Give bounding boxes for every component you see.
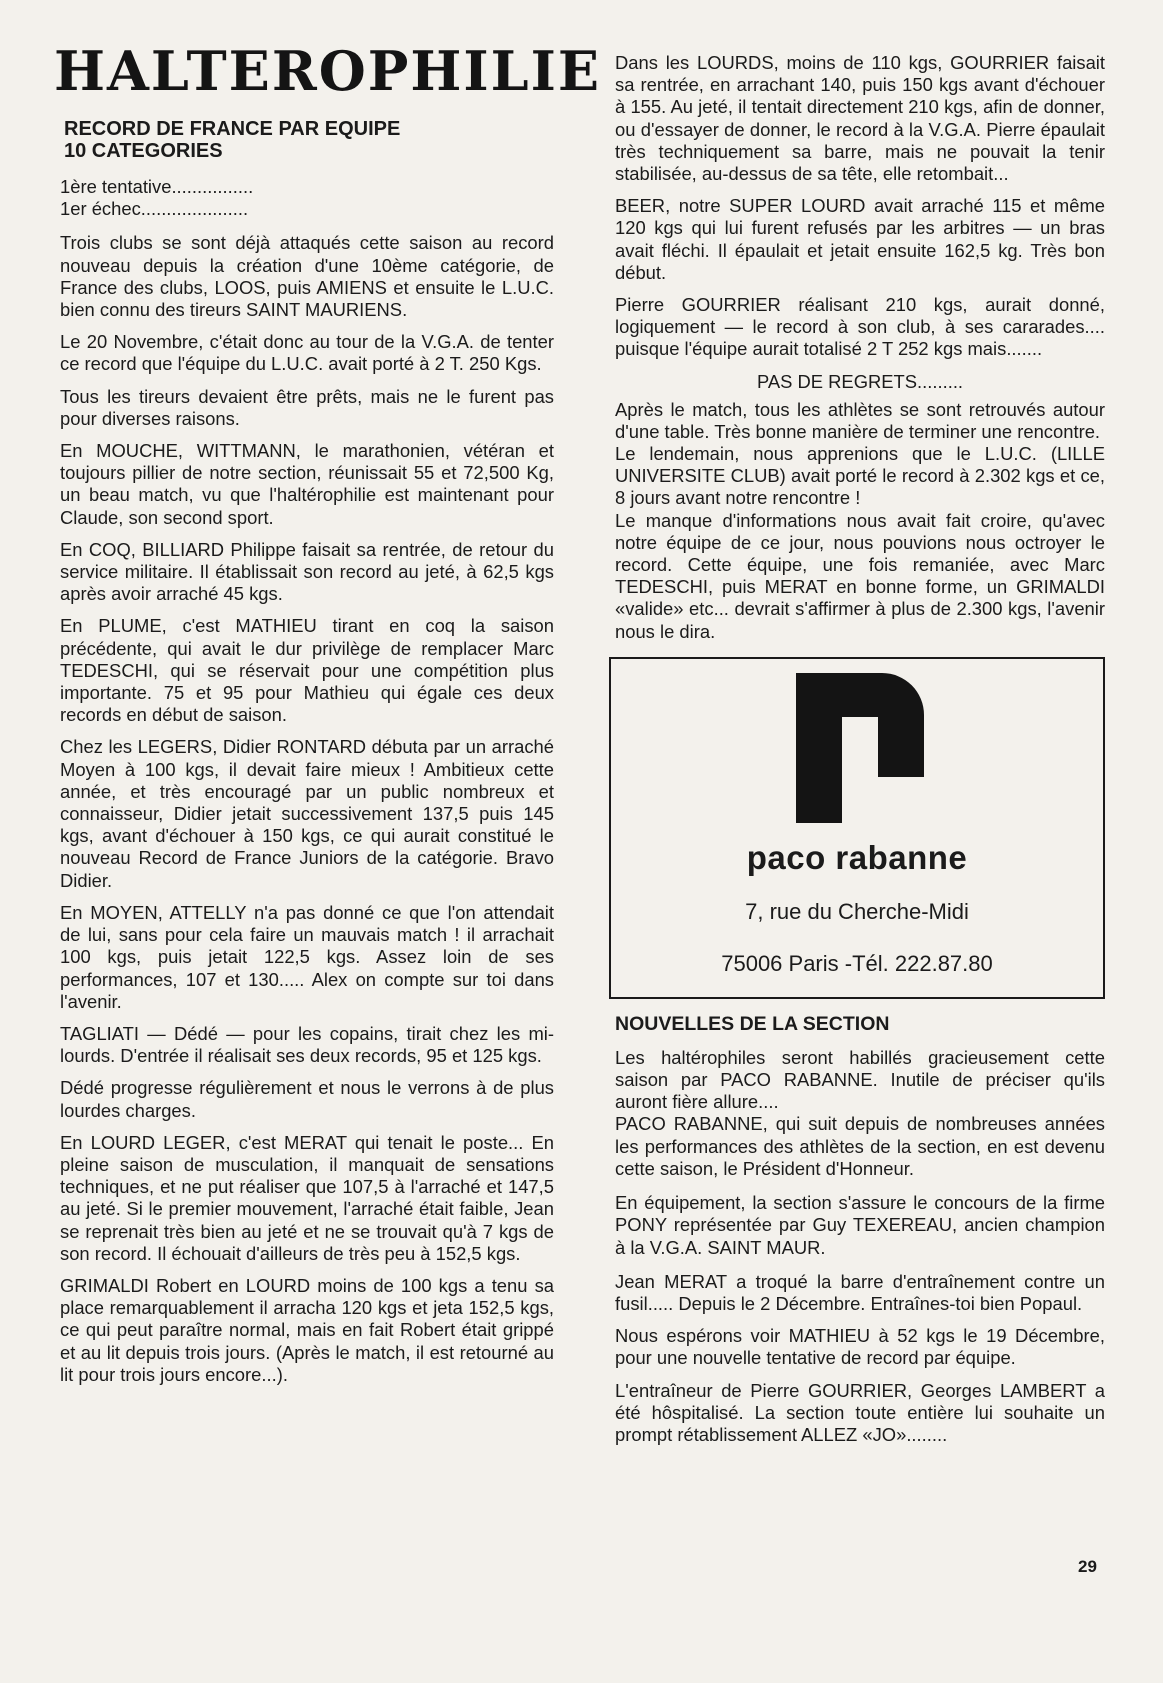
left-paragraph: En PLUME, c'est MATHIEU tirant en coq la saison précédente, qui avait le dur privilège de remplacer Marc TEDESCHI, qui se réservait pour une compétition plus importante. 75 et 95 pour Mathieu qui égale ces deux records en début de saison. xyxy=(60,615,554,726)
left-paragraph: Trois clubs se sont déjà attaqués cette saison au record nouveau depuis la création d'une 10ème catégorie, de France des clubs, LOOS, puis AMIENS et ensuite le L.U.C. bien connu des tireurs SAINT MAURIENS. xyxy=(60,232,554,321)
news-paragraph: L'entraîneur de Pierre GOURRIER, Georges LAMBERT a été hôspitalisé. La section toute entière lui souhaite un prompt rétablissement ALLEZ «JO»........ xyxy=(615,1379,1105,1445)
regrets-paragraph: Le lendemain, nous apprenions que le L.U.C. (LILLE UNIVERSITE CLUB) avait porté le record à 2.302 kgs et ce, 8 jours avant notre rencontre ! xyxy=(615,443,1105,509)
paco-rabanne-r-logo-icon xyxy=(796,673,924,823)
left-paragraph: Le 20 Novembre, c'était donc au tour de la V.G.A. de tenter ce record que l'équipe du L.U.C. avait porté à 2 T. 250 Kgs. xyxy=(60,331,554,375)
right-paragraph: BEER, notre SUPER LOURD avait arraché 115 et même 120 kgs qui lui furent refusés par les arbitres — un bras avait fléchi. Il épaulait et jetait ensuite 162,5 kg. Très bon début. xyxy=(615,195,1105,283)
tentative-lines xyxy=(60,176,554,220)
ad-brand-name: paco rabanne xyxy=(746,838,968,876)
left-paragraph: Chez les LEGERS, Didier RONTARD débuta par un arraché Moyen à 100 kgs, il devait faire mieux ! Ambitieux cette année, et très encouragé par un public nombreux et connaisseur, Didier jetait successivement 137,5 puis 145 kgs, avant d'échouer à 150 kgs, ce qui aurait constitué le nouveau Record de France Juniors de la catégorie. Bravo Didier. xyxy=(60,736,554,891)
news-paragraph: En équipement, la section s'assure le concours de la firme PONY représentée par Guy TEXEREAU, ancien champion à la V.G.A. SAINT MAUR. xyxy=(615,1192,1105,1258)
ad-address-line-1: 7, rue du Cherche-Midi xyxy=(745,898,969,924)
news-heading: NOUVELLES DE LA SECTION xyxy=(615,1012,890,1035)
left-paragraph: En COQ, BILLIARD Philippe faisait sa rentrée, de retour du service militaire. Il établissait son record au jeté, à 62,5 kgs après avoir arraché 45 kgs. xyxy=(60,538,554,605)
left-paragraph: En MOUCHE, WITTMANN, le marathonien, vétéran et toujours pillier de notre section, réunissait 55 et 72,500 Kg, un beau match, vu que l'haltérophilie est maintenant pour Claude, son second sport. xyxy=(60,440,554,528)
left-paragraph: TAGLIATI — Dédé — pour les copains, tirait chez les mi-lourds. D'entrée il réalisait ses deux records, 95 et 125 kgs. xyxy=(60,1022,554,1067)
left-paragraph: En LOURD LEGER, c'est MERAT qui tenait le poste... En pleine saison de musculation, il manquait de sensations techniques, et ne put réaliser que 107,5 à l'arraché et 147,5 au jeté. Si le premier mouvement, l'arraché était faible, Jean se reprenait très bien au jeté et ne se trouvait qu'à 7 kgs de son record. Il échouait d'ailleurs de très peu à 152,5 kgs. xyxy=(60,1131,554,1264)
right-paragraph: Dans les LOURDS, moins de 110 kgs, GOURRIER faisait sa rentrée, en arrachant 140, puis 150 kgs avant d'échouer à 155. Au jeté, il tentait directement 210 kgs, afin de donner, ou d'essayer de donner, le record à la V.G.A. Pierre épaulait très techniquement sa barre, mais ne pouvait la tenir stabilisée, au-dessus de sa tête, elle retombait... xyxy=(615,52,1105,185)
tentative-line-1: 1ère tentative................ xyxy=(60,176,254,197)
left-column xyxy=(54,38,602,1396)
article-subtitle xyxy=(64,118,554,162)
page-number: 29 xyxy=(1078,1557,1097,1576)
regrets-paragraph: Le manque d'informations nous avait fait croire, qu'avec notre équipe de ce jour, nous pouvions nous octroyer le record. Cette équipe, une fois remaniée, avec Marc TEDESCHI, puis MERAT en bonne forme, un GRIMALDI «valide» etc... devrait s'affirmer à plus de 2.300 kgs, l'avenir nous le dira. xyxy=(615,509,1105,642)
left-paragraph: En MOYEN, ATTELLY n'a pas donné ce que l'on attendait de lui, sans pour cela faire un mauvais match ! il arrachait 100 kgs, puis jetait 122,5 kgs. Assez loin de ses performances, 107 et 130..... Alex on compte sur toi dans l'avenir. xyxy=(60,901,554,1012)
subtitle-line-1: RECORD DE FRANCE PAR EQUIPE xyxy=(64,118,401,140)
left-paragraph: Tous les tireurs devaient être prêts, mais ne le furent pas pour diverses raisons. xyxy=(60,385,554,429)
subtitle-line-2: 10 CATEGORIES xyxy=(64,140,223,162)
news-paragraph: Les haltérophiles seront habillés gracieusement cette saison par PACO RABANNE. Inutile de préciser qu'ils auront fière allure.... xyxy=(615,1046,1105,1113)
right-paragraph: Pierre GOURRIER réalisant 210 kgs, aurait donné, logiquement — le record à son club, à ses cararades.... puisque l'équipe aurait totalisé 2 T 252 kgs mais....... xyxy=(615,294,1105,360)
ad-address-line-2: 75006 Paris -Tél. 222.87.80 xyxy=(721,950,993,976)
page-title: HALTEROPHILIE xyxy=(54,39,602,103)
tentative-line-2: 1er échec..................... xyxy=(60,198,249,220)
news-paragraph: Nous espérons voir MATHIEU à 52 kgs le 19 Décembre, pour une nouvelle tentative de record par équipe. xyxy=(615,1325,1105,1369)
left-paragraph: GRIMALDI Robert en LOURD moins de 100 kgs a tenu sa place remarquablement il arracha 120 kgs et jeta 152,5 kgs, ce qui peut paraître normal, mais en fait Robert était grippé et au lit depuis trois jours. (Après le match, il est retourné au lit pour trois jours encore...). xyxy=(60,1274,554,1385)
paco-rabanne-advertisement xyxy=(609,657,1105,999)
right-column xyxy=(615,52,1105,1456)
regrets-paragraph: Après le match, tous les athlètes se sont retrouvés autour d'une table. Très bonne manière de terminer une rencontre. xyxy=(615,398,1105,442)
news-paragraph: Jean MERAT a troqué la barre d'entraînement contre un fusil..... Depuis le 2 Décembre. Entraînes-toi bien Popaul. xyxy=(615,1270,1105,1314)
news-paragraph: PACO RABANNE, qui suit depuis de nombreuses années les performances des athlètes de la section, en est devenu cette saison, le Président d'Honneur. xyxy=(615,1113,1105,1179)
left-paragraph: Dédé progresse régulièrement et nous le verrons à de plus lourdes charges. xyxy=(60,1077,554,1121)
regrets-heading: PAS DE REGRETS......... xyxy=(756,370,964,392)
